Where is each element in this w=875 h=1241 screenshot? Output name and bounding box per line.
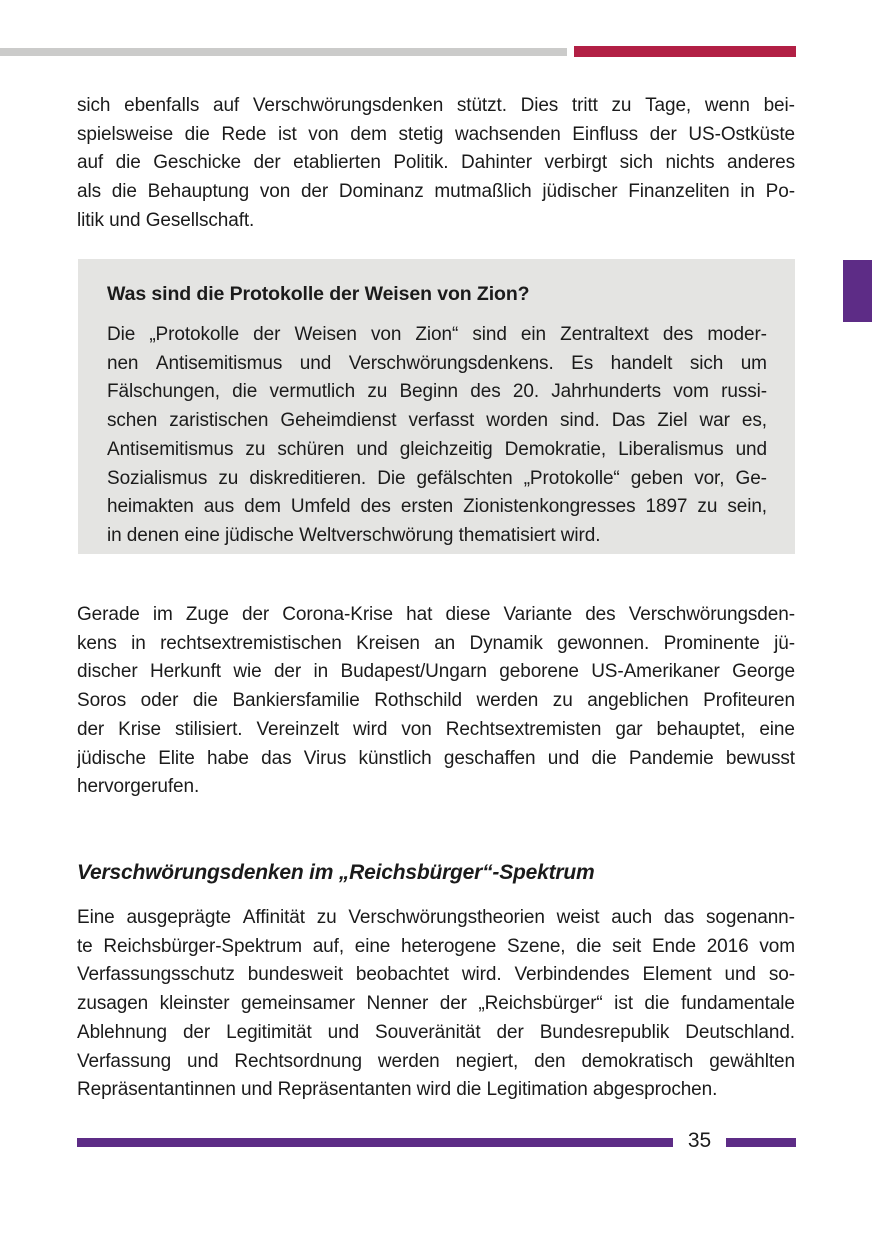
text-line: Repräsentantinnen und Repräsentanten wird die Legitimation abgesprochen. bbox=[77, 1079, 718, 1101]
info-box-body bbox=[107, 321, 767, 551]
text-line: der Krise stilisiert. Vereinzelt wird von Rechtsextremisten gar behauptet, eine bbox=[77, 718, 795, 740]
top-rule-accent bbox=[574, 46, 796, 57]
text-line: Fälschungen, die vermutlich zu Beginn des 20. Jahrhunderts vom russi- bbox=[107, 381, 767, 403]
info-box bbox=[78, 259, 795, 554]
text-line: zusagen kleinster gemeinsamer Nenner der „Reichsbürger“ ist die fundamentale bbox=[77, 993, 795, 1015]
text-line: spielsweise die Rede ist von dem stetig wachsenden Einfluss der US-Ostküste bbox=[77, 123, 795, 145]
text-line: Ablehnung der Legitimität und Souveränität der Bundesrepublik Deutschland. bbox=[77, 1021, 795, 1043]
text-line: Soros oder die Bankiersfamilie Rothschild werden zu angeblichen Profiteuren bbox=[77, 690, 795, 712]
footer-rule-short bbox=[726, 1138, 796, 1147]
text-line: discher Herkunft wie der in Budapest/Ungarn geborene US-Amerikaner George bbox=[77, 661, 795, 683]
paragraph-corona bbox=[77, 601, 795, 802]
text-line: als die Behauptung von der Dominanz mutmaßlich jüdischer Finanzeliten in Po- bbox=[77, 181, 795, 203]
text-line: litik und Gesellschaft. bbox=[77, 209, 255, 231]
text-line: kens in rechtsextremistischen Kreisen an Dynamik gewonnen. Prominente jü- bbox=[77, 632, 795, 654]
chapter-side-tab bbox=[843, 260, 872, 322]
footer-rule-long bbox=[77, 1138, 673, 1147]
text-line: Antisemitismus zu schüren und gleichzeitig Demokratie, Liberalismus und bbox=[107, 438, 767, 460]
text-line: nen Antisemitismus und Verschwörungsdenkens. Es handelt sich um bbox=[107, 352, 767, 374]
text-line: Gerade im Zuge der Corona-Krise hat diese Variante des Verschwörungsden- bbox=[77, 604, 795, 625]
text-line: jüdische Elite habe das Virus künstlich geschaffen und die Pandemie bewusst bbox=[77, 747, 795, 769]
paragraph-reichsbuerger bbox=[77, 904, 795, 1105]
text-line: te Reichsbürger-Spektrum auf, eine heterogene Szene, die seit Ende 2016 vom bbox=[77, 935, 795, 957]
section-heading: Verschwörungsdenken im „Reichsbürger“-Spektrum bbox=[77, 861, 595, 884]
text-line: heimakten aus dem Umfeld des ersten Zionistenkongresses 1897 zu sein, bbox=[107, 496, 767, 518]
info-box-title: Was sind die Protokolle der Weisen von Zion? bbox=[107, 283, 530, 305]
top-rule-gray bbox=[0, 48, 567, 56]
text-line: Verfassungsschutz bundesweit beobachtet wird. Verbindendes Element und so- bbox=[77, 964, 795, 986]
page-number: 35 bbox=[687, 1129, 712, 1152]
text-line: hervorgerufen. bbox=[77, 776, 200, 798]
text-line: auf die Geschicke der etablierten Politik. Dahinter verbirgt sich nichts anderes bbox=[77, 152, 795, 174]
text-line: in denen eine jüdische Weltverschwörung thematisiert wird. bbox=[107, 524, 601, 546]
text-line: Sozialismus zu diskreditieren. Die gefälschten „Protokolle“ geben vor, Ge- bbox=[107, 467, 767, 489]
paragraph-intro bbox=[77, 92, 795, 236]
text-line: sich ebenfalls auf Verschwörungsdenken stützt. Dies tritt zu Tage, wenn bei- bbox=[77, 95, 795, 116]
text-line: Verfassung und Rechtsordnung werden negiert, den demokratisch gewählten bbox=[77, 1050, 795, 1072]
text-line: Die „Protokolle der Weisen von Zion“ sind ein Zentraltext des moder- bbox=[107, 324, 767, 345]
text-line: schen zaristischen Geheimdienst verfasst worden sind. Das Ziel war es, bbox=[107, 410, 767, 432]
text-line: Eine ausgeprägte Affinität zu Verschwörungstheorien weist auch das sogenann- bbox=[77, 907, 795, 928]
